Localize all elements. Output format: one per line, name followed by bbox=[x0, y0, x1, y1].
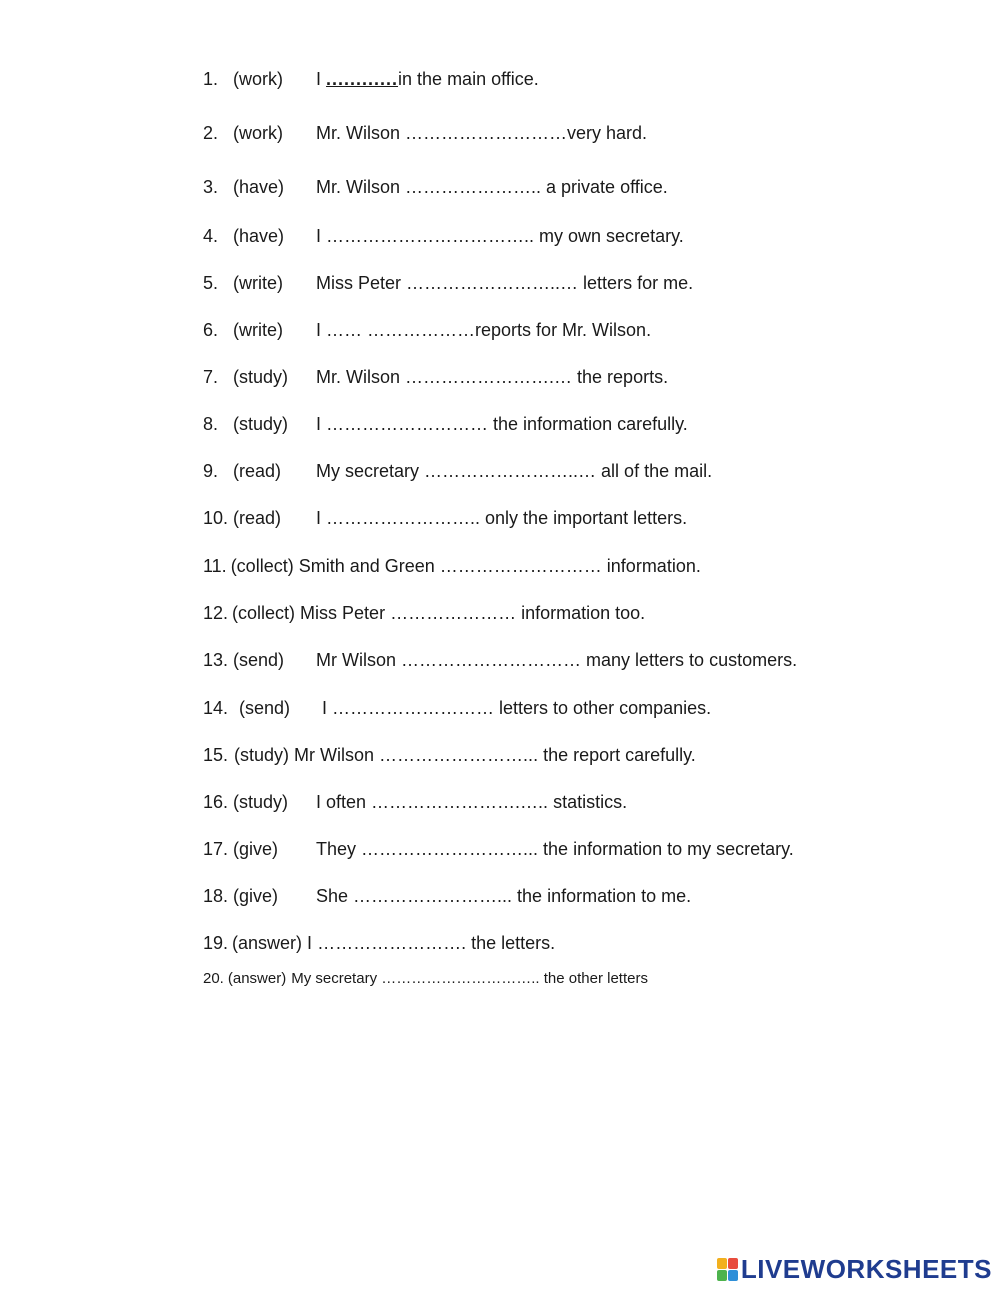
sentence-end: information. bbox=[606, 556, 701, 576]
sentence-end: all of the mail. bbox=[596, 461, 713, 481]
answer-blank[interactable]: ………………………….. bbox=[381, 970, 540, 987]
answer-blank[interactable]: ……………………… bbox=[332, 698, 500, 718]
sentence-end: the reports. bbox=[572, 367, 669, 387]
sentence-start: My secretary bbox=[291, 970, 382, 987]
answer-blank[interactable]: …………………….… bbox=[405, 367, 573, 387]
sentence-start: They bbox=[316, 839, 362, 859]
sentence bbox=[316, 507, 687, 529]
liveworksheets-logo bbox=[717, 1254, 992, 1285]
item-number: 2. bbox=[203, 123, 219, 143]
sentence bbox=[316, 413, 688, 435]
sentence bbox=[294, 744, 696, 766]
verb-hint: (give) bbox=[233, 839, 279, 859]
verb-hint: (study) bbox=[233, 414, 289, 434]
sentence-start: Mr. Wilson bbox=[316, 177, 406, 197]
sentence bbox=[316, 319, 651, 341]
exercise-item bbox=[203, 413, 688, 435]
verb-hint: (give) bbox=[233, 886, 279, 906]
exercise-item bbox=[203, 649, 797, 671]
item-number: 15. bbox=[203, 745, 229, 765]
exercise-item bbox=[203, 932, 555, 954]
verb-hint: (have) bbox=[233, 177, 285, 197]
verb-hint: (study) bbox=[234, 745, 290, 765]
exercise-item bbox=[203, 507, 687, 529]
sentence-start: Mr Wilson bbox=[316, 650, 401, 670]
answer-blank[interactable]: ……………………. bbox=[326, 508, 476, 528]
verb-hint: (read) bbox=[233, 461, 282, 481]
item-number: 7. bbox=[203, 367, 219, 387]
item-number: 1. bbox=[203, 69, 219, 89]
item-number: 8. bbox=[203, 414, 219, 434]
item-number: 4. bbox=[203, 226, 219, 246]
answer-blank[interactable]: ……………………………. bbox=[326, 226, 530, 246]
item-number: 18. bbox=[203, 886, 229, 906]
verb-hint: (study) bbox=[233, 367, 289, 387]
answer-blank[interactable]: …………………….….. bbox=[371, 792, 549, 812]
sentence-start: My secretary bbox=[316, 461, 425, 481]
item-number: 11. bbox=[203, 556, 227, 576]
sentence bbox=[316, 68, 539, 90]
sentence-start: I bbox=[307, 933, 318, 953]
item-number: 5. bbox=[203, 273, 219, 293]
exercise-item bbox=[203, 122, 647, 144]
sentence bbox=[299, 555, 701, 577]
answer-blank[interactable]: ……………………..… bbox=[406, 273, 579, 293]
verb-hint: (read) bbox=[233, 508, 282, 528]
sentence-end: many letters to customers. bbox=[586, 650, 798, 670]
sentence-start: She bbox=[316, 886, 354, 906]
verb-hint: (collect) bbox=[230, 556, 294, 576]
sentence bbox=[307, 932, 555, 954]
verb-hint: (send) bbox=[233, 650, 285, 670]
answer-blank[interactable]: …… ……………… bbox=[326, 320, 476, 340]
sentence bbox=[316, 272, 693, 294]
item-number: 20. bbox=[203, 970, 224, 987]
answer-blank[interactable]: ……………………… bbox=[405, 123, 568, 143]
exercise-item bbox=[203, 225, 684, 247]
answer-blank[interactable]: ……………………… bbox=[326, 414, 494, 434]
answer-blank[interactable]: ……………………… bbox=[439, 556, 607, 576]
item-number: 16. bbox=[203, 792, 229, 812]
sentence-end: information too. bbox=[521, 603, 646, 623]
sentence bbox=[300, 602, 645, 624]
sentence bbox=[316, 885, 691, 907]
sentence-start: Mr. Wilson bbox=[316, 367, 406, 387]
verb-hint: (send) bbox=[239, 698, 291, 718]
sentence-start: Mr. Wilson bbox=[316, 123, 406, 143]
answer-blank[interactable]: …………………. bbox=[405, 177, 537, 197]
sentence-start: I often bbox=[316, 792, 372, 812]
sentence-end: letters to other companies. bbox=[499, 698, 712, 718]
sentence-end: . a private office. bbox=[536, 177, 668, 197]
sentence bbox=[316, 225, 684, 247]
sentence-start: I bbox=[316, 414, 327, 434]
sentence-end: . the information to me. bbox=[507, 886, 692, 906]
item-number: 10. bbox=[203, 508, 229, 528]
sentence-end: . the information to my secretary. bbox=[533, 839, 794, 859]
answer-blank[interactable]: ……………………. bbox=[317, 933, 467, 953]
exercise-item bbox=[203, 319, 651, 341]
sentence-end: . my own secretary. bbox=[529, 226, 684, 246]
verb-hint: (work) bbox=[233, 69, 283, 89]
answer-blank[interactable]: …………………….. bbox=[353, 886, 508, 906]
exercise-item bbox=[203, 697, 711, 719]
sentence-start: I bbox=[316, 226, 327, 246]
sentence-start: Smith and Green bbox=[298, 556, 440, 576]
sentence-end: reports for Mr. Wilson. bbox=[475, 320, 652, 340]
sentence bbox=[316, 176, 668, 198]
verb-hint: (collect) bbox=[232, 603, 296, 623]
sentence-end: . only the important letters. bbox=[475, 508, 688, 528]
answer-blank[interactable]: ………………… bbox=[390, 603, 522, 623]
sentence bbox=[316, 791, 627, 813]
exercise-item bbox=[203, 838, 794, 860]
verb-hint: (write) bbox=[233, 273, 283, 293]
item-number: 19. bbox=[203, 933, 229, 953]
answer-blank[interactable]: …………………….. bbox=[379, 745, 534, 765]
item-number: 14. bbox=[203, 698, 229, 718]
sentence-start: I bbox=[322, 698, 333, 718]
sentence-start: Mr Wilson bbox=[294, 745, 380, 765]
exercise-item bbox=[203, 968, 648, 990]
item-number: 12. bbox=[203, 603, 229, 623]
item-number: 17. bbox=[203, 839, 229, 859]
exercise-item bbox=[203, 791, 627, 813]
exercise-item bbox=[203, 68, 539, 90]
exercise-item bbox=[203, 176, 668, 198]
logo-mark-icon bbox=[717, 1258, 738, 1281]
sentence-end: the letters. bbox=[466, 933, 556, 953]
answer-blank[interactable]: ……………………..… bbox=[424, 461, 597, 481]
sentence bbox=[322, 697, 711, 719]
item-number: 13. bbox=[203, 650, 229, 670]
sentence bbox=[316, 122, 647, 144]
sentence bbox=[316, 649, 797, 671]
sentence-start: Miss Peter bbox=[300, 603, 391, 623]
exercise-item bbox=[203, 366, 668, 388]
exercise-item bbox=[203, 555, 701, 577]
sentence-end: very hard. bbox=[567, 123, 648, 143]
verb-hint: (have) bbox=[233, 226, 285, 246]
sentence-end: . the report carefully. bbox=[533, 745, 696, 765]
exercise-item bbox=[203, 460, 712, 482]
item-number: 3. bbox=[203, 177, 219, 197]
item-number: 9. bbox=[203, 461, 219, 481]
exercise-item bbox=[203, 744, 696, 766]
sentence-end: statistics. bbox=[548, 792, 628, 812]
logo-text: LIVEWORKSHEETS bbox=[740, 1254, 992, 1284]
sentence bbox=[316, 460, 712, 482]
sentence-end: the information carefully. bbox=[493, 414, 688, 434]
item-number: 6. bbox=[203, 320, 219, 340]
sentence-end: letters for me. bbox=[578, 273, 694, 293]
verb-hint: (study) bbox=[233, 792, 289, 812]
exercise-item bbox=[203, 885, 691, 907]
sentence bbox=[316, 838, 794, 860]
sentence-start: I bbox=[316, 69, 327, 89]
verb-hint: (work) bbox=[233, 123, 283, 143]
verb-hint: (write) bbox=[233, 320, 283, 340]
sentence bbox=[316, 366, 668, 388]
answer-blank[interactable]: ............ bbox=[326, 69, 399, 89]
sentence-end: the other letters bbox=[539, 970, 648, 987]
answer-blank[interactable]: ………………………… bbox=[401, 650, 587, 670]
sentence-start: Miss Peter bbox=[316, 273, 407, 293]
answer-blank[interactable]: ……………………….. bbox=[361, 839, 534, 859]
sentence-end: in the main office. bbox=[398, 69, 539, 89]
sentence-start: I bbox=[316, 320, 327, 340]
sentence bbox=[291, 968, 648, 990]
sentence-start: I bbox=[316, 508, 327, 528]
exercise-item bbox=[203, 272, 693, 294]
verb-hint: (answer) bbox=[232, 933, 303, 953]
exercise-item bbox=[203, 602, 645, 624]
verb-hint: (answer) bbox=[227, 970, 287, 987]
